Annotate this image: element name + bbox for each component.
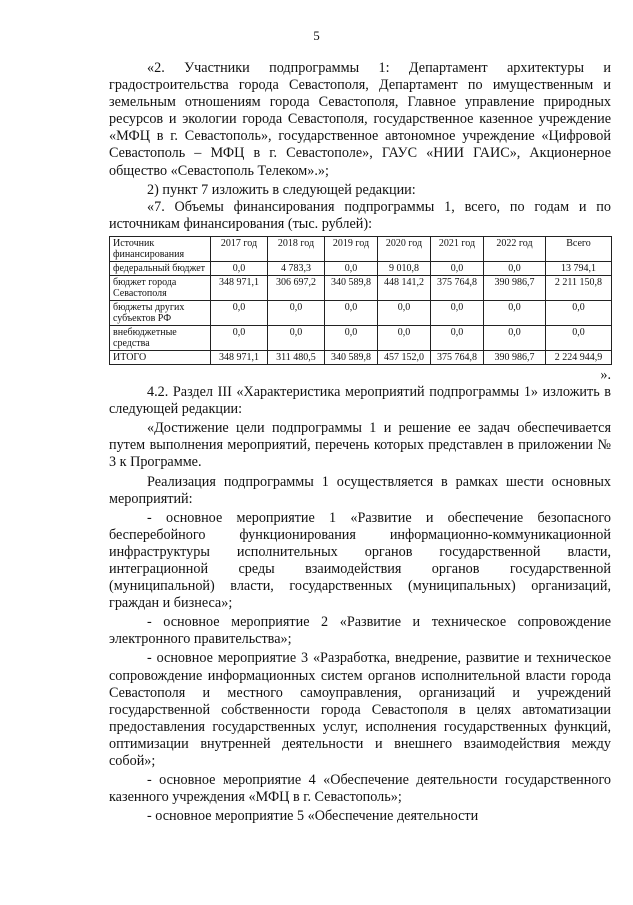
table-cell: 390 986,7 [484, 350, 546, 364]
table-cell: 9 010,8 [378, 261, 431, 275]
table-cell: 0,0 [546, 325, 612, 350]
document-body [109, 60, 611, 825]
table-row [110, 275, 612, 300]
table-cell: 0,0 [431, 261, 484, 275]
table-cell: 4 783,3 [268, 261, 325, 275]
table-cell: 0,0 [378, 325, 431, 350]
paragraph-implementation: Реализация подпрограммы 1 осуществляется в рамках шести основных мероприятий: [109, 473, 611, 507]
paragraph-participants: «2. Участники подпрограммы 1: Департамент архитектуры и градостроительства города Севастополя, Департамент по имущественным и земельным отношениям города Севастополя, Главное управление природных ресурсов и экологии города Севастополя, государственное казенное учреждение «МФЦ в г. Севастополь», государственное автономное учреждение «Цифровой Севастополь – МФЦ в г. Севастополе», ГАУС «НИИ ГАИС», Акционерное общество «Севастополь Телеком».»; [109, 60, 611, 179]
table-cell: 0,0 [268, 300, 325, 325]
table-cell: 0,0 [431, 325, 484, 350]
financing-table [109, 236, 612, 365]
table-cell: 13 794,1 [546, 261, 612, 275]
table-cell: 0,0 [211, 300, 268, 325]
table-cell: 0,0 [484, 300, 546, 325]
paragraph-goal: «Достижение цели подпрограммы 1 и решение ее задач обеспечивается путем выполнения мероприятий, перечень которых представлен в приложении № 3 к Программе. [109, 420, 611, 471]
table-cell: 448 141,2 [378, 275, 431, 300]
list-item-activity-2: - основное мероприятие 2 «Развитие и техническое сопровождение электронного правительства»; [109, 614, 611, 648]
table-cell: 0,0 [431, 300, 484, 325]
table-total-row [110, 350, 612, 364]
table-cell: 0,0 [211, 261, 268, 275]
column-header: 2018 год [268, 236, 325, 261]
column-header: Всего [546, 236, 612, 261]
table-cell: 0,0 [211, 325, 268, 350]
table-header-row [110, 236, 612, 261]
table-cell: 390 986,7 [484, 275, 546, 300]
column-header: 2022 год [484, 236, 546, 261]
table-cell: 0,0 [378, 300, 431, 325]
table-cell: ИТОГО [110, 350, 211, 364]
list-item-activity-1: - основное мероприятие 1 «Развитие и обеспечение безопасного бесперебойного функционирования информационно-коммуникационной инфраструктуры исполнительных органов государственной власти, интеграционной среды взаимодействия органов государственной (муниципальной) власти, государственных (муниципальных) организаций, граждан и бизнеса»; [109, 509, 611, 612]
table-cell: 2 211 150,8 [546, 275, 612, 300]
table-cell: 0,0 [325, 261, 378, 275]
column-header: 2020 год [378, 236, 431, 261]
column-header: 2021 год [431, 236, 484, 261]
table-row [110, 261, 612, 275]
table-cell: 375 764,8 [431, 275, 484, 300]
table-cell: 348 971,1 [211, 350, 268, 364]
table-cell: 340 589,8 [325, 275, 378, 300]
table-cell: 0,0 [484, 325, 546, 350]
table-cell: бюджеты других субъектов РФ [110, 300, 211, 325]
list-item-activity-3: - основное мероприятие 3 «Разработка, внедрение, развитие и техническое сопровождение информационных систем органов исполнительной власти города Севастополя и местного самоуправления, организаций и учреждений государственной собственности города Севастополя в целях автоматизации предоставления государственных услуг, исполнения государственных функций, оптимизации внутренней деятельности и внешнего взаимодействия между собой»; [109, 650, 611, 769]
list-item-activity-4: - основное мероприятие 4 «Обеспечение деятельности государственного казенного учреждения «МФЦ в г. Севастополь»; [109, 772, 611, 806]
table-cell: внебюджетные средства [110, 325, 211, 350]
table-cell: 0,0 [325, 300, 378, 325]
column-header: Источник финансирования [110, 236, 211, 261]
paragraph-item-2: 2) пункт 7 изложить в следующей редакции: [147, 181, 416, 198]
table-cell: 457 152,0 [378, 350, 431, 364]
paragraph-item-7: «7. Объемы финансирования подпрограммы 1, всего, по годам и по источникам финансирования (тыс. рублей): [109, 198, 611, 232]
table-cell: 0,0 [325, 325, 378, 350]
table-row [110, 300, 612, 325]
table-cell: 2 224 944,9 [546, 350, 612, 364]
list-item-activity-5: - основное мероприятие 5 «Обеспечение деятельности [147, 808, 479, 825]
closing-quote: ». [600, 366, 611, 383]
table-cell: 340 589,8 [325, 350, 378, 364]
table-cell: бюджет города Севастополя [110, 275, 211, 300]
table-cell: 0,0 [268, 325, 325, 350]
table-cell: федеральный бюджет [110, 261, 211, 275]
paragraph-section-3: 4.2. Раздел III «Характеристика мероприятий подпрограммы 1» изложить в следующей редакции: [109, 384, 611, 418]
table-cell: 0,0 [546, 300, 612, 325]
column-header: 2017 год [211, 236, 268, 261]
table-cell: 348 971,1 [211, 275, 268, 300]
table-row [110, 325, 612, 350]
column-header: 2019 год [325, 236, 378, 261]
table-cell: 0,0 [484, 261, 546, 275]
table-cell: 306 697,2 [268, 275, 325, 300]
page-number: 5 [313, 28, 320, 43]
table-cell: 375 764,8 [431, 350, 484, 364]
table-cell: 311 480,5 [268, 350, 325, 364]
